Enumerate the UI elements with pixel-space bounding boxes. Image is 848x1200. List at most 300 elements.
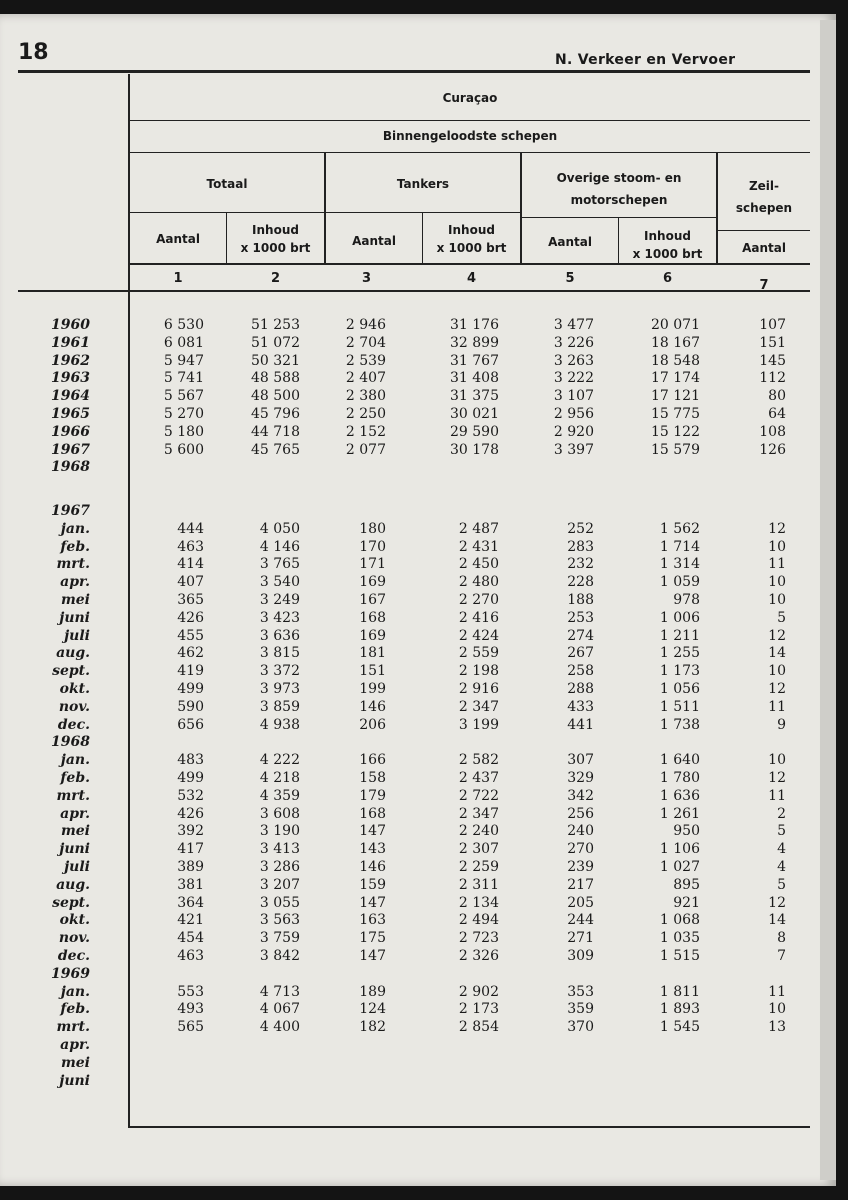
cell-col-5: 217 [567,876,594,893]
month-row-1968 [0,805,848,823]
cell-col-6: 18 167 [651,334,700,351]
month-label: juni [59,1072,90,1089]
cell-col-5: 3 226 [553,334,594,351]
cell-col-3: 143 [359,841,386,858]
year-label: 1965 [51,406,90,422]
month-label: mrt. [56,787,90,804]
cell-col-6: 17 174 [651,370,700,387]
col-number-6: 6 [662,271,673,286]
cell-col-5: 3 263 [553,352,594,369]
month-label: aug. [56,876,90,893]
cell-col-2: 3 608 [259,805,300,822]
cell-col-7: 107 [759,317,786,333]
month-row-1969 [0,1018,848,1036]
cell-col-2: 51 253 [251,317,300,333]
month-row-1967 [0,627,848,645]
cell-col-4: 2 854 [458,1019,499,1036]
cell-col-3: 147 [359,948,386,964]
cell-col-5: 283 [567,538,594,555]
sub-inhoud-4b: x 1000 brt [436,241,507,255]
cell-col-7: 10 [768,574,786,591]
cell-col-5: 274 [567,627,594,644]
month-row-1968 [0,858,848,876]
cell-col-1: 364 [177,894,204,911]
month-row-1967 [0,573,848,591]
cell-col-1: 590 [177,698,204,715]
month-label: feb. [60,1001,90,1018]
cell-col-7: 8 [777,930,786,947]
cell-col-3: 146 [359,859,386,875]
cell-col-3: 2 704 [345,334,386,351]
year-label: 1964 [51,388,90,405]
cell-col-6: 921 [673,894,700,911]
cell-col-5: 267 [567,645,594,662]
cell-col-6: 895 [673,876,700,893]
cell-col-3: 170 [359,538,386,555]
cell-col-7: 151 [759,334,786,351]
cell-col-3: 163 [359,912,386,929]
cell-col-4: 2 424 [458,627,499,644]
cell-col-6: 1 059 [659,574,700,591]
cell-col-4: 31 375 [450,388,499,405]
sub-inhoud-4a: Inhoud [448,223,495,237]
cell-col-1: 419 [177,663,204,680]
year-row [0,405,848,423]
cell-col-7: 12 [768,894,786,911]
cell-col-2: 44 718 [251,423,300,440]
cell-col-5: 441 [567,716,594,733]
cell-col-6: 1 035 [659,930,700,947]
cell-col-2: 4 713 [259,983,300,1000]
year-label: 1962 [51,352,90,369]
cell-col-6: 1 640 [659,752,700,769]
cell-col-5: 188 [567,592,594,608]
cell-col-3: 146 [359,698,386,715]
cell-col-7: 14 [768,645,786,662]
cell-col-7: 9 [777,716,786,733]
rule-inner-zeil [718,230,810,231]
cell-col-5: 342 [567,787,594,804]
year-label: 1963 [51,370,90,387]
month-label: jan. [60,520,90,537]
month-label: aug. [56,645,90,662]
cell-col-5: 3 107 [553,388,594,405]
cell-col-1: 656 [177,716,204,733]
cell-col-7: 145 [759,352,786,369]
year-label: 1968 [51,459,90,476]
cell-col-2: 4 400 [259,1019,300,1036]
month-label: juni [59,841,90,858]
month-row-1968 [0,769,848,787]
month-label: apr. [60,1037,90,1053]
cell-col-2: 3 372 [259,663,300,680]
cell-col-6: 1 255 [659,645,700,662]
cell-col-5: 239 [567,859,594,875]
cell-col-3: 168 [359,805,386,822]
cell-col-3: 181 [359,645,386,662]
group-tankers: Tankers [396,177,450,191]
cell-col-3: 175 [359,930,386,947]
cell-col-4: 29 590 [450,423,499,440]
month-label: nov. [58,930,90,947]
cell-col-3: 167 [359,592,386,608]
cell-col-3: 199 [359,681,386,697]
cell-col-2: 3 842 [259,948,300,964]
cell-col-6: 1 173 [659,663,700,680]
cell-col-4: 2 307 [458,841,499,858]
cell-col-4: 2 347 [458,805,499,822]
cell-col-2: 45 765 [251,441,300,458]
month-label: mei [60,823,90,840]
rule-sub-2 [130,152,810,153]
cell-col-5: 359 [567,1001,594,1018]
month-row-1967 [0,555,848,573]
month-row-1967 [0,609,848,627]
year-row [0,441,848,459]
year-row [0,352,848,370]
cell-col-5: 232 [567,556,594,573]
cell-col-2: 4 938 [259,716,300,733]
cell-col-7: 11 [768,556,786,573]
cell-col-2: 3 859 [259,698,300,715]
cell-col-5: 2 956 [553,406,594,422]
col-number-5: 5 [565,271,575,286]
cell-col-7: 108 [759,423,786,440]
cell-col-2: 3 540 [259,574,300,591]
cell-col-7: 64 [768,406,786,422]
group-totaal: Totaal [206,177,248,191]
cell-col-7: 13 [768,1019,786,1036]
cell-col-1: 5 947 [163,352,204,369]
cell-col-4: 2 326 [458,948,499,964]
cell-col-2: 3 815 [259,645,300,662]
cell-col-4: 31 408 [450,370,499,387]
month-row-1967 [0,698,848,716]
cell-col-1: 426 [177,805,204,822]
cell-col-6: 1 027 [659,859,700,875]
cell-col-6: 950 [673,823,700,840]
col-number-3: 3 [362,271,372,286]
month-row-1967 [0,644,848,662]
cell-col-4: 2 311 [458,876,499,893]
month-label: 1969 [51,965,90,982]
cell-col-1: 483 [177,752,204,769]
cell-col-6: 1 056 [659,681,700,697]
cell-col-7: 11 [768,698,786,715]
cell-col-5: 256 [567,805,594,822]
cell-col-3: 2 380 [345,388,386,405]
month-label: 1967 [51,503,90,519]
month-label: nov. [58,698,90,715]
cell-col-1: 532 [177,787,204,804]
cell-col-6: 1 211 [659,627,700,644]
cell-col-4: 2 723 [458,930,499,947]
sub-aantal-5: Aantal [548,235,592,249]
cell-col-4: 2 916 [458,681,499,697]
cell-col-4: 3 199 [458,716,499,733]
cell-col-6: 1 068 [659,912,700,929]
cell-col-3: 180 [359,520,386,537]
sub-inhoud-6a: Inhoud [644,229,691,243]
cell-col-1: 5 600 [163,441,204,458]
month-row-1968 [0,840,848,858]
cell-col-1: 407 [177,574,204,591]
month-label: sept. [52,663,90,680]
cell-col-4: 31 176 [450,317,499,333]
month-label: juli [64,859,90,875]
cell-col-2: 3 055 [259,894,300,911]
cell-col-4: 30 178 [450,441,499,458]
cell-col-4: 2 198 [458,663,499,680]
cell-col-5: 3 477 [553,317,594,333]
cell-col-2: 4 050 [259,520,300,537]
cell-col-6: 18 548 [651,352,700,369]
cell-col-1: 6 081 [163,334,204,351]
cell-col-1: 493 [177,1001,204,1018]
cell-col-6: 1 738 [659,716,700,733]
month-label: 1968 [51,734,90,751]
cell-col-2: 3 207 [259,876,300,893]
cell-col-2: 45 796 [251,406,300,422]
cell-col-1: 462 [177,645,204,662]
cell-col-3: 206 [359,716,386,733]
cell-col-3: 179 [359,787,386,804]
cell-col-5: 205 [567,894,594,911]
rule-v-sub-1 [226,212,227,264]
cell-col-5: 244 [567,912,594,929]
month-label: juli [64,627,90,644]
cell-col-4: 2 487 [458,520,499,537]
cell-col-5: 270 [567,841,594,858]
rule-head-bottom [18,290,810,292]
cell-col-2: 3 249 [259,592,300,608]
cell-col-5: 370 [567,1019,594,1036]
month-row-1968 [0,751,848,769]
cell-col-6: 1 545 [659,1019,700,1036]
cell-col-4: 32 899 [450,334,499,351]
rule-sub-1 [130,120,810,121]
cell-col-6: 1 006 [659,609,700,626]
month-label: dec. [57,716,90,733]
cell-col-6: 1 714 [659,538,700,555]
cell-col-4: 2 134 [458,894,499,911]
month-row-1968 [0,876,848,894]
group-overige-line2: motorschepen [570,193,668,207]
cell-col-4: 2 173 [458,1001,499,1018]
cell-col-3: 158 [359,770,386,786]
table-subtitle: Binnengeloodste schepen [382,129,558,143]
cell-col-1: 392 [177,823,204,840]
group-zeil-line1: Zeil- [748,179,780,193]
cell-col-6: 1 636 [659,787,700,804]
group-zeil-line2: schepen [735,201,793,215]
cell-col-3: 2 407 [345,370,386,387]
cell-col-4: 2 582 [458,752,499,769]
month-label: mei [60,1054,90,1071]
cell-col-5: 307 [567,752,594,769]
cell-col-1: 6 530 [163,317,204,333]
cell-col-5: 252 [567,520,594,537]
cell-col-7: 12 [768,520,786,537]
cell-col-5: 3 222 [553,370,594,387]
cell-col-3: 169 [359,574,386,591]
cell-col-2: 3 423 [259,609,300,626]
cell-col-2: 4 359 [259,787,300,804]
rule-inner-overige [522,217,716,218]
month-row-1967 [0,520,848,538]
cell-col-6: 15 579 [651,441,700,458]
year-row [0,369,848,387]
cell-col-4: 2 722 [458,787,499,804]
cell-col-3: 147 [359,823,386,840]
month-label: mei [60,592,90,608]
cell-col-7: 126 [759,441,786,458]
cell-col-2: 4 218 [259,770,300,786]
sub-aantal-1: Aantal [156,232,200,246]
section-title: N. Verkeer en Vervoer [555,52,736,68]
cell-col-6: 17 121 [651,388,700,405]
month-label: jan. [60,983,90,1000]
cell-col-3: 171 [359,556,386,573]
cell-col-2: 4 146 [259,538,300,555]
cell-col-3: 166 [359,752,386,769]
cell-col-1: 499 [177,770,204,786]
month-row-1968 [0,822,848,840]
month-row-1968 [0,787,848,805]
month-label: sept. [52,894,90,911]
cell-col-1: 5 270 [163,406,204,422]
cell-col-5: 3 397 [553,441,594,458]
cell-col-7: 10 [768,752,786,769]
month-row-1967 [0,716,848,734]
cell-col-3: 2 152 [345,423,386,440]
cell-col-3: 147 [359,894,386,911]
cell-col-6: 1 515 [659,948,700,964]
month-label: feb. [60,770,90,786]
month-label: okt. [59,681,90,697]
cell-col-2: 3 636 [259,627,300,644]
cell-col-3: 182 [359,1019,386,1036]
cell-col-4: 30 021 [450,406,499,422]
cell-col-7: 11 [768,787,786,804]
sub-inhoud-1a: Inhoud [252,223,299,237]
year-label: 1966 [51,423,90,440]
cell-col-5: 2 920 [553,423,594,440]
month-row-1968 [0,929,848,947]
cell-col-3: 189 [359,983,386,1000]
month-label: jan. [60,752,90,769]
cell-col-7: 5 [777,876,786,893]
year-row [0,387,848,405]
month-row-1968 [0,894,848,912]
month-row-1968 [0,911,848,929]
cell-col-1: 426 [177,609,204,626]
cell-col-7: 7 [777,948,786,964]
cell-col-6: 1 811 [659,983,700,1000]
month-label: mrt. [56,556,90,573]
cell-col-6: 1 893 [659,1001,700,1018]
cell-col-6: 978 [673,592,700,608]
cell-col-4: 2 494 [458,912,499,929]
cell-col-5: 228 [567,574,594,591]
cell-col-7: 11 [768,983,786,1000]
group-overige-line1: Overige stoom- en [556,171,682,185]
col-number-2: 2 [270,271,281,286]
cell-col-2: 48 588 [251,370,300,387]
cell-col-1: 381 [177,876,204,893]
year-row [0,316,848,334]
cell-col-6: 20 071 [651,317,700,333]
cell-col-4: 2 559 [458,645,499,662]
cell-col-7: 10 [768,592,786,608]
month-label: apr. [60,805,90,822]
cell-col-6: 15 775 [651,406,700,422]
cell-col-1: 365 [177,592,204,608]
rule-v-sub-2 [422,212,423,264]
cell-col-4: 2 437 [458,770,499,786]
cell-col-1: 463 [177,948,204,964]
cell-col-3: 151 [359,663,386,680]
cell-col-4: 2 431 [458,538,499,555]
cell-col-4: 2 902 [458,983,499,1000]
cell-col-6: 1 261 [659,805,700,822]
cell-col-3: 124 [359,1001,386,1018]
year-label: 1967 [51,441,90,458]
cell-col-7: 80 [768,388,786,405]
cell-col-5: 353 [567,983,594,1000]
cell-col-3: 2 946 [345,317,386,333]
cell-col-1: 444 [177,520,204,537]
cell-col-2: 3 286 [259,859,300,875]
year-label: 1961 [51,334,90,351]
cell-col-7: 4 [777,841,786,858]
cell-col-3: 2 077 [345,441,386,458]
cell-col-1: 454 [177,930,204,947]
cell-col-1: 414 [177,556,204,573]
month-label: mrt. [56,1019,90,1036]
year-label: 1960 [51,317,90,333]
rule-inner-totaal [130,212,324,213]
cell-col-5: 253 [567,609,594,626]
month-label: juni [59,609,90,626]
cell-col-2: 4 067 [259,1001,300,1018]
year-row [0,423,848,441]
cell-col-5: 258 [567,663,594,680]
cell-col-1: 5 741 [163,370,204,387]
sub-inhoud-1b: x 1000 brt [240,241,311,255]
cell-col-1: 499 [177,681,204,697]
cell-col-3: 169 [359,627,386,644]
cell-col-3: 2 539 [345,352,386,369]
cell-col-6: 1 314 [659,556,700,573]
cell-col-4: 2 416 [458,609,499,626]
cell-col-5: 288 [567,681,594,697]
month-label: okt. [59,912,90,929]
cell-col-2: 3 765 [259,556,300,573]
cell-col-1: 389 [177,859,204,875]
cell-col-7: 5 [777,823,786,840]
cell-col-1: 565 [177,1019,204,1036]
cell-col-7: 12 [768,681,786,697]
cell-col-2: 50 321 [251,352,300,369]
cell-col-2: 3 973 [259,681,300,697]
cell-col-6: 1 511 [659,698,700,715]
cell-col-1: 463 [177,538,204,555]
cell-col-7: 10 [768,1001,786,1018]
cell-col-2: 3 563 [259,912,300,929]
sub-inhoud-6b: x 1000 brt [632,247,703,261]
cell-col-2: 3 759 [259,930,300,947]
